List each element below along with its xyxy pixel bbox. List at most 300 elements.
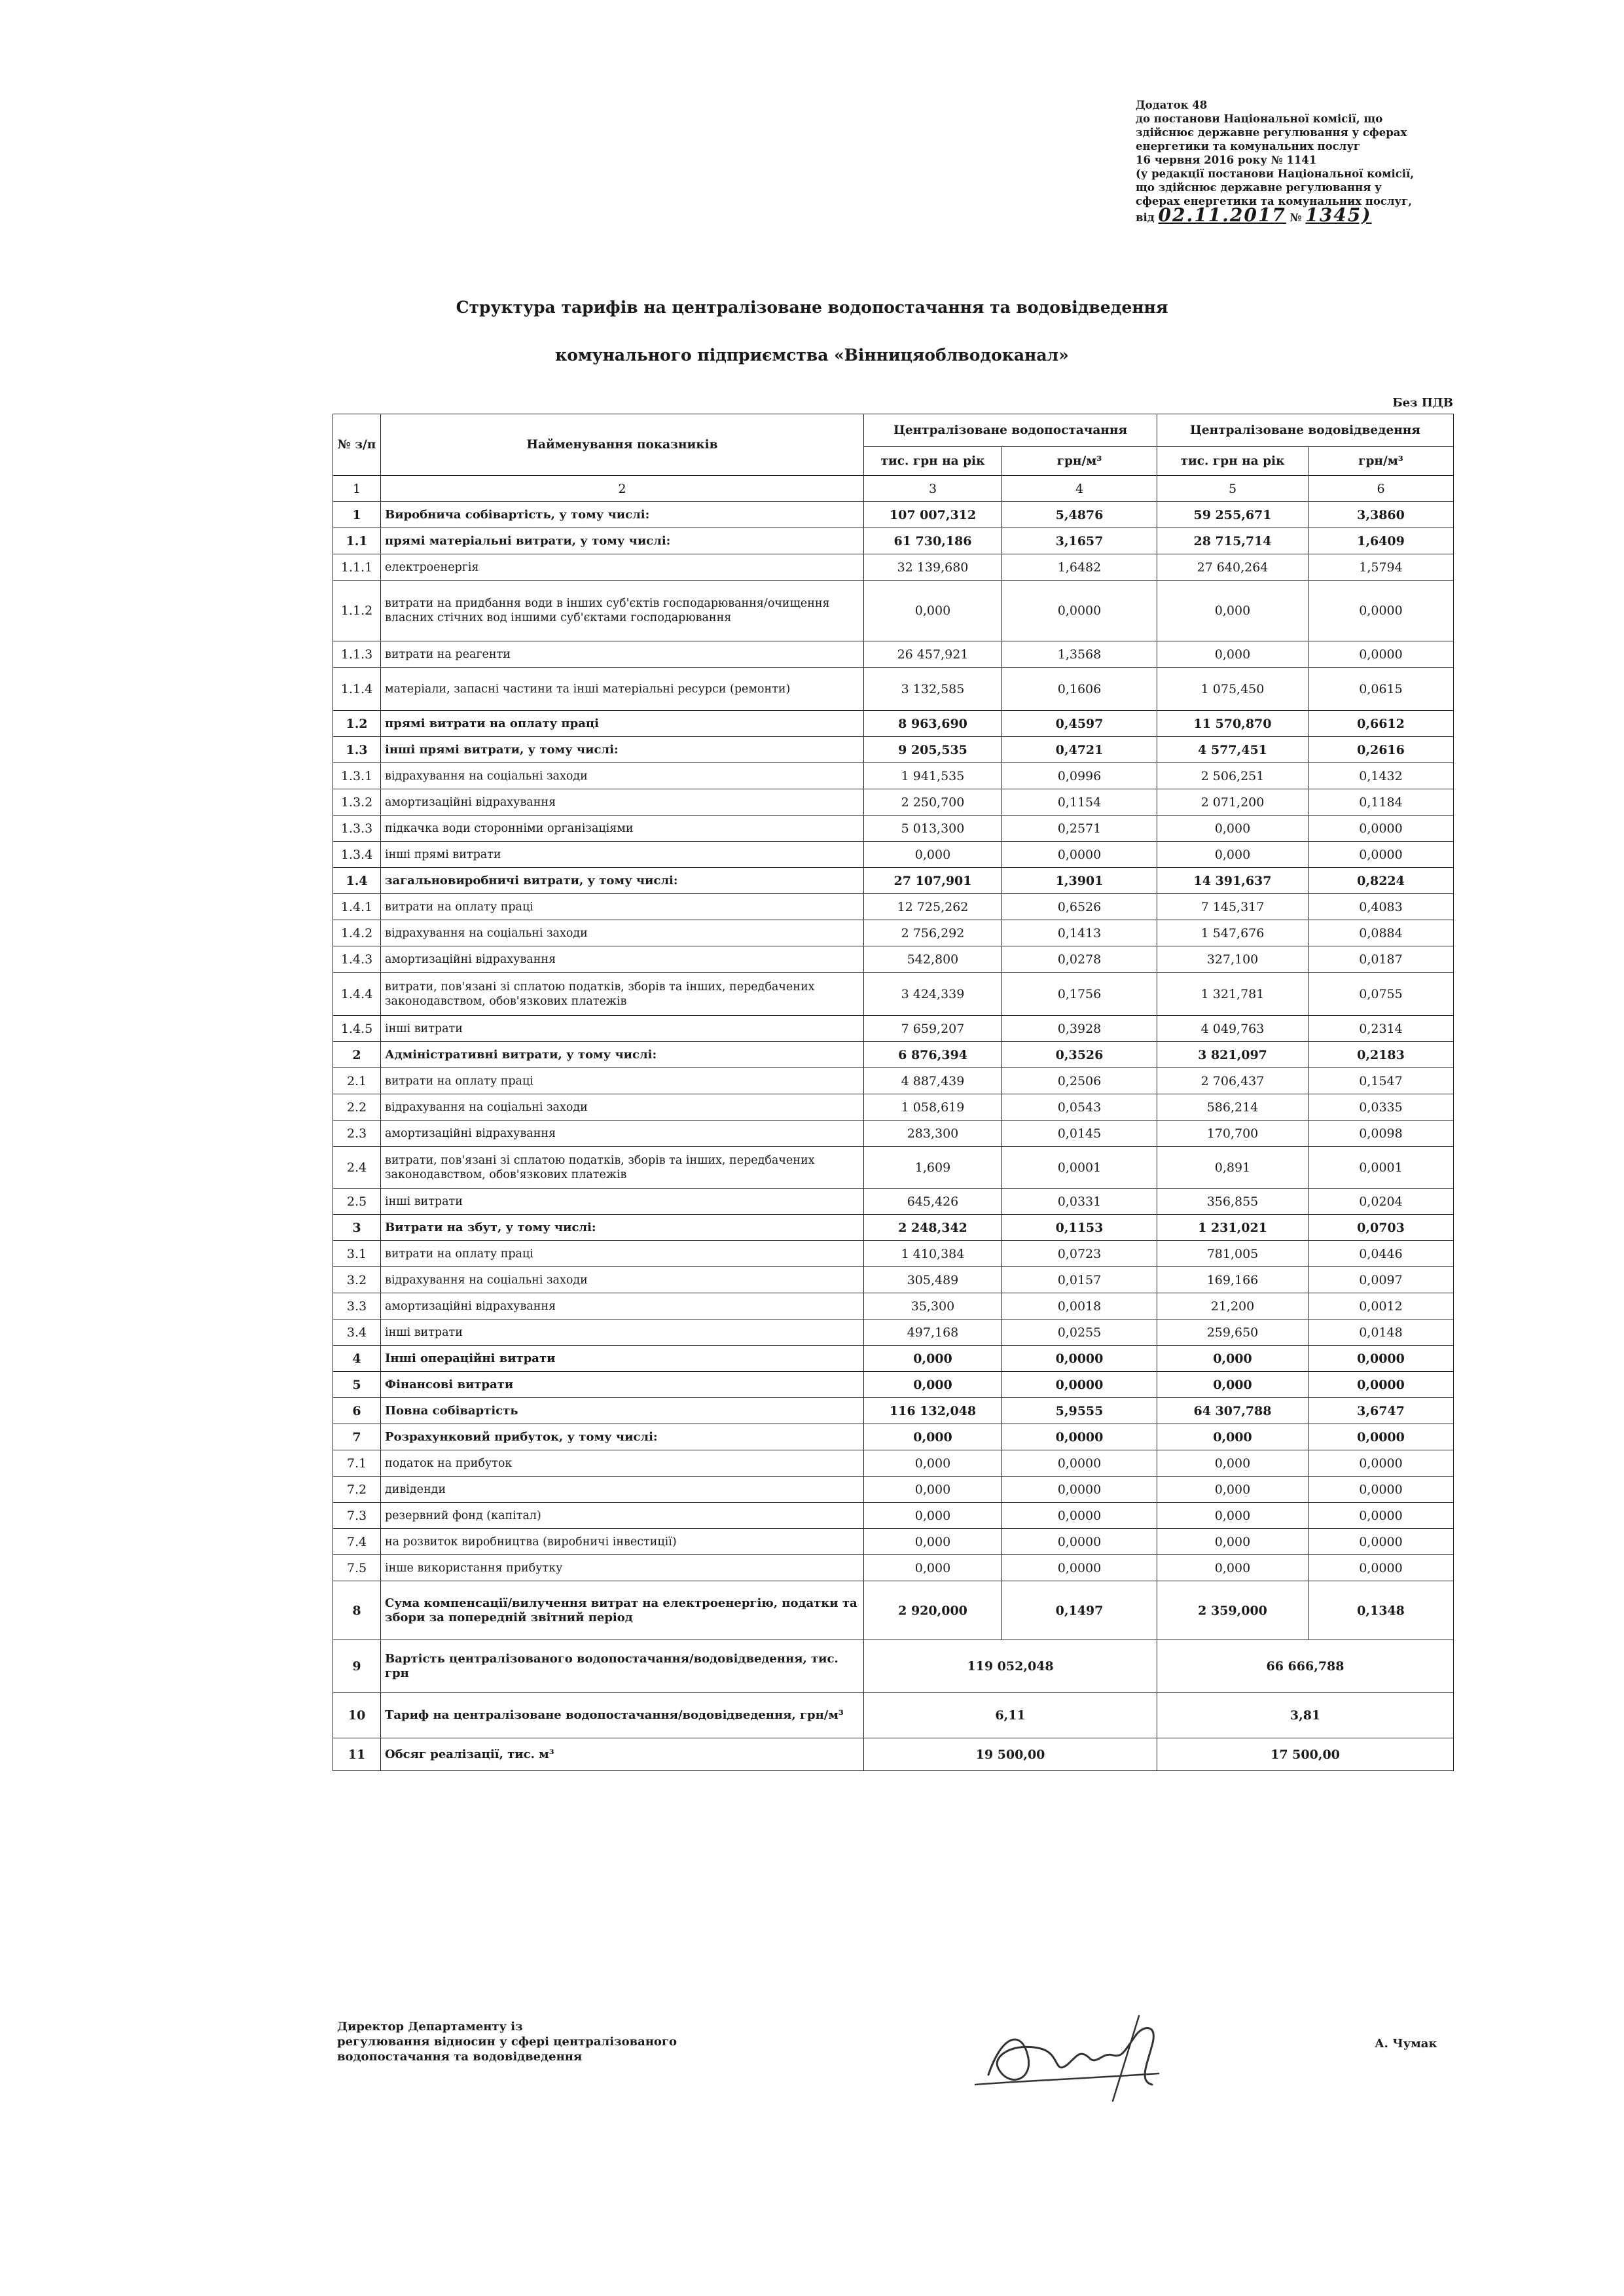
row-number: 1.3.3: [333, 816, 381, 842]
sewer-per-m3-value: 0,0000: [1308, 1346, 1454, 1372]
sewer-thousand-value: 781,005: [1157, 1241, 1308, 1267]
sewer-thousand-value: 0,000: [1157, 1450, 1308, 1477]
table-row: [333, 1398, 1454, 1424]
row-number: 3.1: [333, 1241, 381, 1267]
water-per-m3-value: 0,0000: [1002, 581, 1157, 641]
sewer-thousand-value: 11 570,870: [1157, 711, 1308, 737]
sewer-thousand-value: 169,166: [1157, 1267, 1308, 1293]
row-number: 1.4.2: [333, 920, 381, 946]
water-per-m3-value: 5,4876: [1002, 502, 1157, 528]
water-thousand-value: 0,000: [864, 581, 1002, 641]
vat-note: Без ПДВ: [1392, 396, 1453, 410]
water-thousand-value: 3 424,339: [864, 973, 1002, 1016]
sewer-per-m3-value: 0,0187: [1308, 946, 1454, 973]
table-row: [333, 641, 1454, 668]
water-thousand-value: 1 941,535: [864, 763, 1002, 789]
water-per-m3-value: 0,3928: [1002, 1016, 1157, 1042]
water-per-m3-value: 0,1497: [1002, 1581, 1157, 1640]
water-per-m3-value: 0,0000: [1002, 1450, 1157, 1477]
header-num: № з/п: [333, 414, 381, 476]
row-number: 7.2: [333, 1477, 381, 1503]
sewer-per-m3-value: 3,6747: [1308, 1398, 1454, 1424]
row-number: 1.4.5: [333, 1016, 381, 1042]
annex-block: [1136, 98, 1502, 224]
column-number: 5: [1157, 476, 1308, 502]
table-row: [333, 554, 1454, 581]
table-row: [333, 789, 1454, 816]
row-number: 11: [333, 1738, 381, 1771]
table-row: [333, 1094, 1454, 1121]
water-thousand-value: 2 250,700: [864, 789, 1002, 816]
row-number: 2.1: [333, 1068, 381, 1094]
water-per-m3-value: 0,0000: [1002, 1503, 1157, 1529]
row-number: 2.2: [333, 1094, 381, 1121]
sewer-thousand-value: 0,000: [1157, 1529, 1308, 1555]
row-name: відрахування на соціальні заходи: [381, 1267, 864, 1293]
handwritten-date: 02.11.2017: [1158, 204, 1286, 226]
water-per-m3-value: 0,1756: [1002, 973, 1157, 1016]
sewer-thousand-value: 2 506,251: [1157, 763, 1308, 789]
sewer-thousand-value: 4 049,763: [1157, 1016, 1308, 1042]
row-number: 1.3.2: [333, 789, 381, 816]
water-per-m3-value: 0,4597: [1002, 711, 1157, 737]
annex-line: здійснює державне регулювання у сферах: [1136, 126, 1407, 139]
sewer-per-m3-value: 0,2616: [1308, 737, 1454, 763]
water-thousand-value: 2 248,342: [864, 1215, 1002, 1241]
sewer-per-m3-value: 0,0000: [1308, 641, 1454, 668]
water-thousand-value: 4 887,439: [864, 1068, 1002, 1094]
table-row: [333, 1372, 1454, 1398]
sewer-per-m3-value: 0,0000: [1308, 1424, 1454, 1450]
sewer-total-value: 17 500,00: [1157, 1738, 1454, 1771]
water-per-m3-value: 0,0000: [1002, 1372, 1157, 1398]
sewer-per-m3-value: 0,2183: [1308, 1042, 1454, 1068]
table-row: [333, 1555, 1454, 1581]
row-number: 1.1.3: [333, 641, 381, 668]
table-row: [333, 668, 1454, 711]
handwritten-signature: [962, 1996, 1211, 2114]
sewer-per-m3-value: 0,0098: [1308, 1121, 1454, 1147]
row-number: 3.2: [333, 1267, 381, 1293]
row-name: амортизаційні відрахування: [381, 789, 864, 816]
row-name: дивіденди: [381, 1477, 864, 1503]
header-sewer: Централізоване водовідведення: [1157, 414, 1454, 447]
sewer-per-m3-value: 0,0335: [1308, 1094, 1454, 1121]
sewer-thousand-value: 0,000: [1157, 1372, 1308, 1398]
sewer-thousand-value: 0,000: [1157, 1555, 1308, 1581]
row-name: Тариф на централізоване водопостачання/водовідведення, грн/м³: [381, 1693, 864, 1738]
table-row: [333, 1189, 1454, 1215]
row-name: витрати на придбання води в інших суб'єктів господарювання/очищення власних стічних вод іншими суб'єктами господарювання: [381, 581, 864, 641]
row-number: 2.5: [333, 1189, 381, 1215]
water-thousand-value: 0,000: [864, 1477, 1002, 1503]
sewer-thousand-value: 64 307,788: [1157, 1398, 1308, 1424]
sewer-per-m3-value: 0,0000: [1308, 1529, 1454, 1555]
header-row: [333, 414, 1454, 447]
water-thousand-value: 497,168: [864, 1319, 1002, 1346]
row-number: 3.3: [333, 1293, 381, 1319]
row-name: матеріали, запасні частини та інші матеріальні ресурси (ремонти): [381, 668, 864, 711]
row-name: підкачка води сторонніми організаціями: [381, 816, 864, 842]
table-row-merged: [333, 1693, 1454, 1738]
annex-date-line: [1136, 204, 1502, 226]
annex-number-prefix: №: [1290, 211, 1302, 224]
column-number: 2: [381, 476, 864, 502]
water-per-m3-value: 0,1153: [1002, 1215, 1157, 1241]
row-name: резервний фонд (капітал): [381, 1503, 864, 1529]
water-thousand-value: 12 725,262: [864, 894, 1002, 920]
table-row: [333, 1346, 1454, 1372]
row-name: на розвиток виробництва (виробничі інвестиції): [381, 1529, 864, 1555]
sewer-thousand-value: 0,000: [1157, 581, 1308, 641]
column-number: 4: [1002, 476, 1157, 502]
water-per-m3-value: 0,0000: [1002, 842, 1157, 868]
table-row: [333, 1042, 1454, 1068]
sewer-thousand-value: 1 231,021: [1157, 1215, 1308, 1241]
sewer-thousand-value: 0,000: [1157, 641, 1308, 668]
column-number: 3: [864, 476, 1002, 502]
sewer-thousand-value: 0,000: [1157, 1424, 1308, 1450]
annex-line: сферах енергетики та комунальних послуг,: [1136, 195, 1412, 207]
water-per-m3-value: 0,1606: [1002, 668, 1157, 711]
row-name: Адміністративні витрати, у тому числі:: [381, 1042, 864, 1068]
water-per-m3-value: 0,1413: [1002, 920, 1157, 946]
sewer-per-m3-value: 1,5794: [1308, 554, 1454, 581]
water-per-m3-value: 0,0000: [1002, 1529, 1157, 1555]
sewer-thousand-value: 0,000: [1157, 842, 1308, 868]
water-thousand-value: 0,000: [864, 1424, 1002, 1450]
water-per-m3-value: 0,0723: [1002, 1241, 1157, 1267]
water-thousand-value: 5 013,300: [864, 816, 1002, 842]
table-row: [333, 1503, 1454, 1529]
water-per-m3-value: 1,6482: [1002, 554, 1157, 581]
water-thousand-value: 35,300: [864, 1293, 1002, 1319]
table-row: [333, 581, 1454, 641]
sewer-thousand-value: 28 715,714: [1157, 528, 1308, 554]
row-name: Виробнича собівартість, у тому числі:: [381, 502, 864, 528]
table-row: [333, 816, 1454, 842]
row-name: інші витрати: [381, 1016, 864, 1042]
sewer-per-m3-value: 0,4083: [1308, 894, 1454, 920]
water-per-m3-value: 1,3901: [1002, 868, 1157, 894]
row-number: 1.1: [333, 528, 381, 554]
annex-date-prefix: від: [1136, 211, 1155, 224]
row-number: 7.5: [333, 1555, 381, 1581]
sewer-thousand-value: 0,000: [1157, 1477, 1308, 1503]
sewer-per-m3-value: 0,0000: [1308, 816, 1454, 842]
water-per-m3-value: 0,0001: [1002, 1147, 1157, 1189]
sewer-per-m3-value: 0,0615: [1308, 668, 1454, 711]
signer-name: А. Чумак: [1375, 2037, 1437, 2051]
table-row-merged: [333, 1640, 1454, 1693]
row-name: інше використання прибутку: [381, 1555, 864, 1581]
water-thousand-value: 0,000: [864, 1346, 1002, 1372]
annex-line: енергетики та комунальних послуг: [1136, 140, 1360, 152]
sewer-per-m3-value: 0,6612: [1308, 711, 1454, 737]
row-number: 10: [333, 1693, 381, 1738]
table-body: [333, 414, 1454, 1771]
sewer-per-m3-value: 0,1184: [1308, 789, 1454, 816]
water-thousand-value: 6 876,394: [864, 1042, 1002, 1068]
table-row: [333, 1016, 1454, 1042]
row-number: 1.1.2: [333, 581, 381, 641]
tariff-structure-table: [333, 414, 1454, 1771]
water-per-m3-value: 0,1154: [1002, 789, 1157, 816]
sewer-thousand-value: 1 321,781: [1157, 973, 1308, 1016]
water-per-m3-value: 0,0157: [1002, 1267, 1157, 1293]
annex-line: 16 червня 2016 року № 1141: [1136, 154, 1317, 166]
table-row: [333, 1068, 1454, 1094]
header-water: Централізоване водопостачання: [864, 414, 1157, 447]
table-row: [333, 868, 1454, 894]
row-number: 7.4: [333, 1529, 381, 1555]
sewer-per-m3-value: 0,1348: [1308, 1581, 1454, 1640]
sewer-per-m3-value: 0,0703: [1308, 1215, 1454, 1241]
water-per-m3-value: 0,0255: [1002, 1319, 1157, 1346]
sewer-thousand-value: 0,000: [1157, 1503, 1308, 1529]
sewer-per-m3-value: 0,1547: [1308, 1068, 1454, 1094]
sewer-thousand-value: 0,891: [1157, 1147, 1308, 1189]
row-name: Повна собівартість: [381, 1398, 864, 1424]
sewer-thousand-value: 14 391,637: [1157, 868, 1308, 894]
water-thousand-value: 0,000: [864, 1529, 1002, 1555]
table-row: [333, 502, 1454, 528]
row-number: 8: [333, 1581, 381, 1640]
water-thousand-value: 27 107,901: [864, 868, 1002, 894]
row-name: Обсяг реалізації, тис. м³: [381, 1738, 864, 1771]
row-number: 7.3: [333, 1503, 381, 1529]
handwritten-number: 1345): [1305, 204, 1372, 226]
sewer-thousand-value: 59 255,671: [1157, 502, 1308, 528]
water-thousand-value: 0,000: [864, 1503, 1002, 1529]
row-name: прямі витрати на оплату праці: [381, 711, 864, 737]
row-name: інші витрати: [381, 1319, 864, 1346]
water-per-m3-value: 0,0000: [1002, 1346, 1157, 1372]
header-water-per-m3: грн/м³: [1002, 447, 1157, 476]
table-row: [333, 894, 1454, 920]
header-sewer-thousand: тис. грн на рік: [1157, 447, 1308, 476]
water-per-m3-value: 0,0331: [1002, 1189, 1157, 1215]
water-thousand-value: 7 659,207: [864, 1016, 1002, 1042]
water-per-m3-value: 0,4721: [1002, 737, 1157, 763]
row-name: Фінансові витрати: [381, 1372, 864, 1398]
water-total-value: 119 052,048: [864, 1640, 1157, 1693]
water-thousand-value: 645,426: [864, 1189, 1002, 1215]
table-row: [333, 946, 1454, 973]
table-row: [333, 711, 1454, 737]
row-number: 1.3: [333, 737, 381, 763]
water-per-m3-value: 0,0543: [1002, 1094, 1157, 1121]
signer-position: водопостачання та водовідведення: [337, 2050, 583, 2064]
row-number: 9: [333, 1640, 381, 1693]
row-number: 1: [333, 502, 381, 528]
sewer-thousand-value: 2 706,437: [1157, 1068, 1308, 1094]
water-thousand-value: 0,000: [864, 842, 1002, 868]
sewer-total-value: 66 666,788: [1157, 1640, 1454, 1693]
water-per-m3-value: 0,2506: [1002, 1068, 1157, 1094]
sewer-thousand-value: 0,000: [1157, 816, 1308, 842]
sewer-per-m3-value: 0,0000: [1308, 581, 1454, 641]
table-row: [333, 763, 1454, 789]
row-number: 1.2: [333, 711, 381, 737]
sewer-thousand-value: 4 577,451: [1157, 737, 1308, 763]
row-name: інші прямі витрати, у тому числі:: [381, 737, 864, 763]
sewer-thousand-value: 2 071,200: [1157, 789, 1308, 816]
sewer-thousand-value: 356,855: [1157, 1189, 1308, 1215]
row-name: Вартість централізованого водопостачання/водовідведення, тис. грн: [381, 1640, 864, 1693]
water-per-m3-value: 3,1657: [1002, 528, 1157, 554]
row-name: витрати, пов'язані зі сплатою податків, зборів та інших, передбачених законодавством, обов'язкових платежів: [381, 973, 864, 1016]
row-number: 3: [333, 1215, 381, 1241]
table-row: [333, 920, 1454, 946]
sewer-thousand-value: 2 359,000: [1157, 1581, 1308, 1640]
row-name: витрати на оплату праці: [381, 1068, 864, 1094]
row-name: електроенергія: [381, 554, 864, 581]
sewer-per-m3-value: 0,0000: [1308, 1477, 1454, 1503]
sewer-per-m3-value: 0,1432: [1308, 763, 1454, 789]
sewer-per-m3-value: 0,0000: [1308, 1450, 1454, 1477]
table-row: [333, 842, 1454, 868]
water-thousand-value: 0,000: [864, 1450, 1002, 1477]
water-per-m3-value: 0,0278: [1002, 946, 1157, 973]
sewer-thousand-value: 1 547,676: [1157, 920, 1308, 946]
signature-block: [337, 2019, 808, 2064]
table-row: [333, 1241, 1454, 1267]
sewer-per-m3-value: 0,0204: [1308, 1189, 1454, 1215]
water-thousand-value: 61 730,186: [864, 528, 1002, 554]
sewer-total-value: 3,81: [1157, 1693, 1454, 1738]
row-name: відрахування на соціальні заходи: [381, 1094, 864, 1121]
signer-position: регулювання відносин у сфері централізованого: [337, 2035, 677, 2049]
table-row: [333, 973, 1454, 1016]
annex-line: (у редакції постанови Національної комісії,: [1136, 168, 1415, 180]
water-per-m3-value: 0,0000: [1002, 1555, 1157, 1581]
row-name: Сума компенсації/вилучення витрат на електроенергію, податки та збори за попередній звітний період: [381, 1581, 864, 1640]
row-name: податок на прибуток: [381, 1450, 864, 1477]
water-thousand-value: 1 410,384: [864, 1241, 1002, 1267]
water-per-m3-value: 0,0000: [1002, 1424, 1157, 1450]
sewer-per-m3-value: 0,0446: [1308, 1241, 1454, 1267]
sewer-per-m3-value: 0,0012: [1308, 1293, 1454, 1319]
table-row: [333, 528, 1454, 554]
header-water-thousand: тис. грн на рік: [864, 447, 1002, 476]
table-row: [333, 1147, 1454, 1189]
annex-line: Додаток 48: [1136, 99, 1208, 111]
row-number: 1.1.4: [333, 668, 381, 711]
sewer-per-m3-value: 0,0148: [1308, 1319, 1454, 1346]
sewer-thousand-value: 170,700: [1157, 1121, 1308, 1147]
sewer-per-m3-value: 0,8224: [1308, 868, 1454, 894]
annex-line: до постанови Національної комісії, що: [1136, 113, 1383, 125]
sewer-thousand-value: 1 075,450: [1157, 668, 1308, 711]
sewer-thousand-value: 259,650: [1157, 1319, 1308, 1346]
water-thousand-value: 9 205,535: [864, 737, 1002, 763]
row-name: витрати, пов'язані зі сплатою податків, зборів та інших, передбачених законодавством, обов'язкових платежів: [381, 1147, 864, 1189]
sewer-per-m3-value: 0,0097: [1308, 1267, 1454, 1293]
row-name: прямі матеріальні витрати, у тому числі:: [381, 528, 864, 554]
sewer-per-m3-value: 0,0000: [1308, 1503, 1454, 1529]
water-per-m3-value: 0,0000: [1002, 1477, 1157, 1503]
table-row: [333, 1267, 1454, 1293]
water-thousand-value: 0,000: [864, 1372, 1002, 1398]
water-thousand-value: 1 058,619: [864, 1094, 1002, 1121]
row-number: 7.1: [333, 1450, 381, 1477]
row-number: 1.1.1: [333, 554, 381, 581]
sewer-per-m3-value: 0,0884: [1308, 920, 1454, 946]
row-number: 2: [333, 1042, 381, 1068]
sewer-thousand-value: 21,200: [1157, 1293, 1308, 1319]
column-numbers-row: [333, 476, 1454, 502]
document-subtitle: комунального підприємства «Вінницяоблводоканал»: [555, 346, 1069, 365]
row-name: інші прямі витрати: [381, 842, 864, 868]
signer-position: Директор Департаменту із: [337, 2020, 523, 2034]
row-name: інші витрати: [381, 1189, 864, 1215]
row-name: амортизаційні відрахування: [381, 1121, 864, 1147]
water-thousand-value: 542,800: [864, 946, 1002, 973]
row-number: 2.3: [333, 1121, 381, 1147]
row-name: Витрати на збут, у тому числі:: [381, 1215, 864, 1241]
table-row-merged: [333, 1738, 1454, 1771]
header-sewer-per-m3: грн/м³: [1308, 447, 1454, 476]
water-thousand-value: 1,609: [864, 1147, 1002, 1189]
table-row: [333, 1529, 1454, 1555]
water-per-m3-value: 0,3526: [1002, 1042, 1157, 1068]
row-number: 1.3.1: [333, 763, 381, 789]
water-thousand-value: 283,300: [864, 1121, 1002, 1147]
table-row: [333, 1121, 1454, 1147]
table-row: [333, 1477, 1454, 1503]
row-number: 5: [333, 1372, 381, 1398]
sewer-thousand-value: 7 145,317: [1157, 894, 1308, 920]
row-name: витрати на реагенти: [381, 641, 864, 668]
sewer-thousand-value: 27 640,264: [1157, 554, 1308, 581]
sewer-per-m3-value: 0,0000: [1308, 1555, 1454, 1581]
water-thousand-value: 107 007,312: [864, 502, 1002, 528]
water-thousand-value: 0,000: [864, 1555, 1002, 1581]
row-number: 4: [333, 1346, 381, 1372]
water-thousand-value: 8 963,690: [864, 711, 1002, 737]
table-row: [333, 737, 1454, 763]
row-number: 1.3.4: [333, 842, 381, 868]
water-thousand-value: 2 920,000: [864, 1581, 1002, 1640]
row-number: 6: [333, 1398, 381, 1424]
table-row: [333, 1450, 1454, 1477]
water-per-m3-value: 1,3568: [1002, 641, 1157, 668]
row-name: Розрахунковий прибуток, у тому числі:: [381, 1424, 864, 1450]
water-thousand-value: 32 139,680: [864, 554, 1002, 581]
sewer-per-m3-value: 1,6409: [1308, 528, 1454, 554]
row-number: 1.4.1: [333, 894, 381, 920]
table-row: [333, 1424, 1454, 1450]
row-name: Інші операційні витрати: [381, 1346, 864, 1372]
row-name: амортизаційні відрахування: [381, 1293, 864, 1319]
sewer-thousand-value: 586,214: [1157, 1094, 1308, 1121]
water-per-m3-value: 0,2571: [1002, 816, 1157, 842]
header-name: Найменування показників: [381, 414, 864, 476]
sewer-per-m3-value: 0,0755: [1308, 973, 1454, 1016]
row-name: амортизаційні відрахування: [381, 946, 864, 973]
water-thousand-value: 116 132,048: [864, 1398, 1002, 1424]
table-row: [333, 1581, 1454, 1640]
water-per-m3-value: 5,9555: [1002, 1398, 1157, 1424]
table-row: [333, 1319, 1454, 1346]
sewer-per-m3-value: 0,0000: [1308, 1372, 1454, 1398]
row-name: витрати на оплату праці: [381, 1241, 864, 1267]
row-number: 7: [333, 1424, 381, 1450]
water-thousand-value: 2 756,292: [864, 920, 1002, 946]
sewer-thousand-value: 0,000: [1157, 1346, 1308, 1372]
water-per-m3-value: 0,0145: [1002, 1121, 1157, 1147]
